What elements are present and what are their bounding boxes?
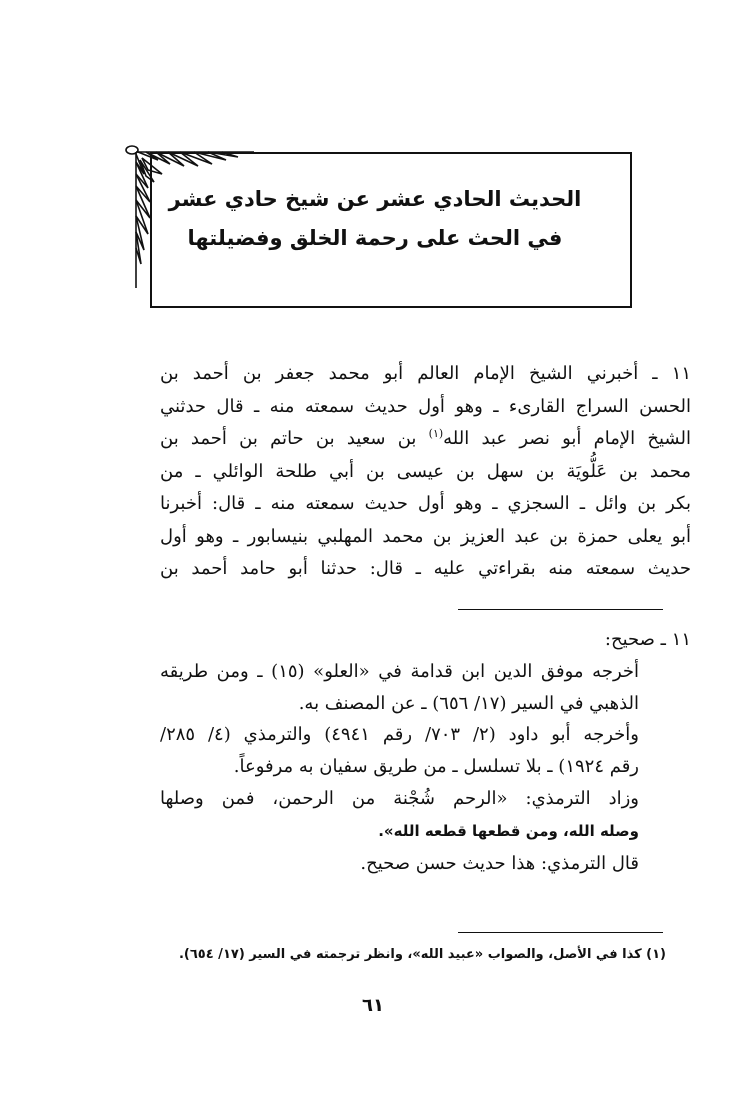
text-line: حديث سمعته منه بقراءتي عليه ـ قال: حدثنا أبو حامد أحمد بن [160,558,691,579]
page-number: ٦١ [362,995,384,1016]
notes-segment: وزاد الترمذي: [507,787,639,809]
notes-line [160,815,639,848]
hadith-isnad-text [160,358,691,586]
section-divider [458,609,663,610]
notes-line: أخرجه موفق الدين ابن قدامة في «العلو» (١٥) ـ ومن طريقه [160,660,640,682]
notes-line: رقم ١٩٢٤) ـ بلا تسلسل ـ من طريق سفيان به مرفوعاً. [233,756,639,778]
hadith-quote: وصله الله، ومن قطعها قطعه الله». [378,821,639,840]
title-line-2: في الحث على رحمة الخلق وفضيلتها [187,226,563,250]
takhrij-notes [160,624,691,879]
hadith-title [160,180,590,258]
footnote: (١) كذا في الأصل، والصواب «عبيد الله»، وانظر ترجمته في السير (١٧/ ٦٥٤). [178,947,666,962]
text-line-with-footnote [160,423,691,456]
text-segment: الشيخ الإمام أبو نصر عبد الله [443,428,691,449]
title-line-1: الحديث الحادي عشر عن شيخ حادي عشر [168,187,582,211]
hadith-quote: «الرحم شُجْنة من الرحمن، فمن وصلها [160,787,508,809]
text-segment: بن سعيد بن حاتم بن أحمد بن [160,428,429,449]
footnote-reference[interactable]: (١) [428,427,444,440]
text-line: أبو يعلى حمزة بن عبد العزيز بن محمد المهلبي بنيسابور ـ وهو أول [160,525,691,547]
footnote-divider [458,932,663,933]
notes-heading: ١١ ـ صحيح: [604,629,691,650]
text-line: محمد بن عَلُّويَة بن سهل بن عيسى بن أبي طلحة الوائلي ـ من [160,460,691,482]
text-line: بكر بن وائل ـ السجزي ـ وهو أول حديث سمعته منه ـ قال: أخبرنا [160,493,691,514]
notes-line: الذهبي في السير (١٧/ ٦٥٦) ـ عن المصنف به. [298,692,639,714]
notes-line: قال الترمذي: هذا حديث حسن صحيح. [360,852,639,874]
notes-line [160,783,639,815]
text-line: ١١ ـ أخبرني الشيخ الإمام العالم أبو محمد جعفر بن أحمد بن [160,363,691,384]
text-line: الحسن السراج القارىء ـ وهو أول حديث سمعته منه ـ قال حدثني [160,395,691,417]
notes-line: وأخرجه أبو داود (٢/ ٧٠٣/ رقم ٤٩٤١) والترمذي (٤/ ٢٨٥/ [160,724,639,746]
